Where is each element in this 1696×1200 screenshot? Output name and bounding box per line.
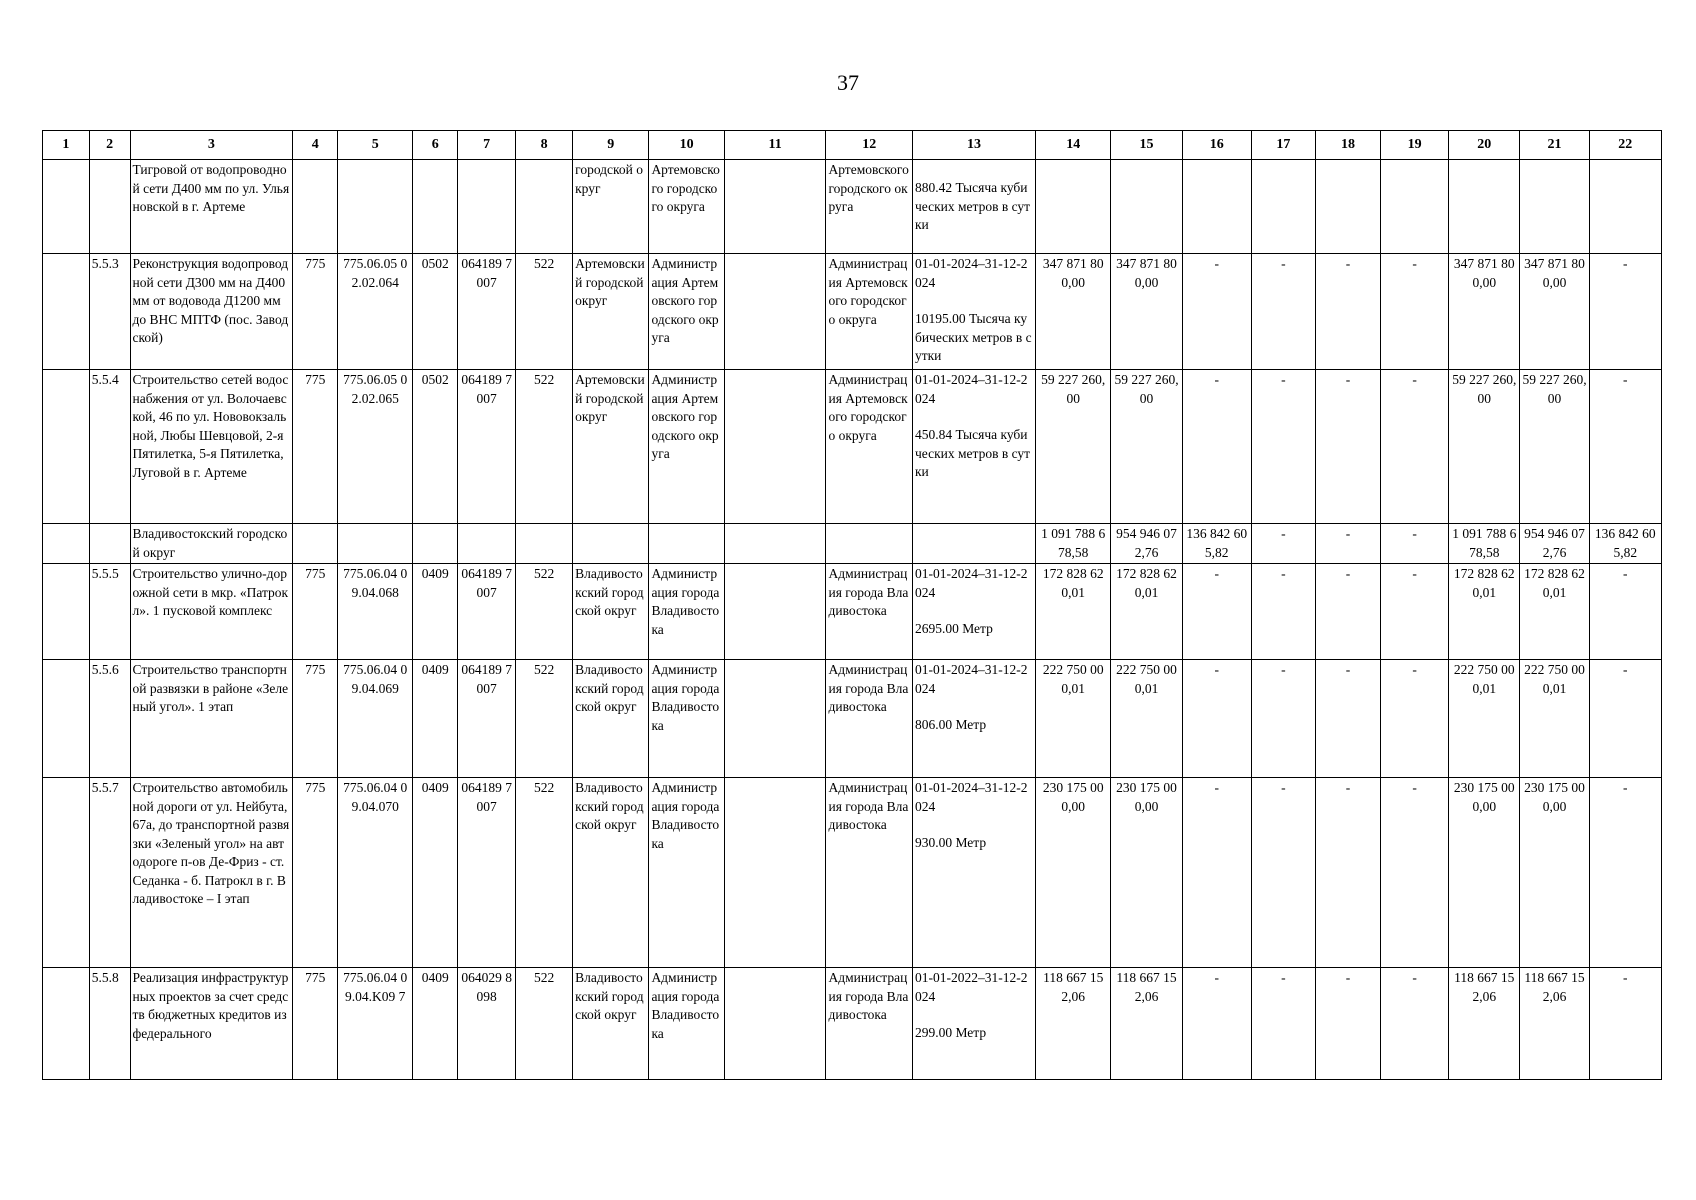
cell-customer: Администрация города Владивостока <box>649 968 724 1080</box>
period-text: 01-01-2022–31-12-2024 <box>914 970 1028 1004</box>
cell-col21 <box>1520 160 1589 254</box>
cell-col4 <box>293 160 338 254</box>
col-header: 10 <box>649 131 724 160</box>
spacer <box>915 816 1033 834</box>
cell-col14: 59 227 260,00 <box>1036 370 1111 524</box>
cell-col6: 0409 <box>413 778 458 968</box>
cell-col18: - <box>1315 370 1380 524</box>
cell-col18: - <box>1315 660 1380 778</box>
cell-developer: Администрация города Владивостока <box>826 564 912 660</box>
cell-col8: 522 <box>516 370 573 524</box>
col-header: 4 <box>293 131 338 160</box>
cell-col21: 118 667 152,06 <box>1520 968 1589 1080</box>
cell-col5: 775.06.04 09.04.069 <box>338 660 413 778</box>
cell-col14: 118 667 152,06 <box>1036 968 1111 1080</box>
cell-col6 <box>413 524 458 564</box>
cell-col20: 59 227 260,00 <box>1449 370 1520 524</box>
cell-col4: 775 <box>293 968 338 1080</box>
cell-col14: 1 091 788 678,58 <box>1036 524 1111 564</box>
spacer <box>915 408 1033 426</box>
cell-col6: 0409 <box>413 968 458 1080</box>
cell-col1 <box>43 968 90 1080</box>
cell-col7: 064189 7007 <box>458 660 516 778</box>
spacer <box>915 602 1033 620</box>
cell-object-name: Реализация инфраструктурных проектов за счет средств бюджетных кредитов из федерального <box>130 968 293 1080</box>
cell-col8: 522 <box>516 564 573 660</box>
cell-object-name: Строительство сетей водоснабжения от ул. Волочаевской, 46 по ул. Нововокзальной, Любы Шевцовой, 2-я Пятилетка, 5-я Пятилетка, Луговой в г. Артеме <box>130 370 293 524</box>
cell-col14: 222 750 000,01 <box>1036 660 1111 778</box>
cell-col6: 0409 <box>413 660 458 778</box>
cell-municipality: Владивостокский городской округ <box>573 660 649 778</box>
cell-col20: 172 828 620,01 <box>1449 564 1520 660</box>
cell-col14 <box>1036 160 1111 254</box>
cell-municipality: Артемовский городской округ <box>573 370 649 524</box>
cell-col16: - <box>1182 778 1251 968</box>
cell-col15: 59 227 260,00 <box>1111 370 1182 524</box>
spacer <box>915 1006 1033 1024</box>
period-text: 01-01-2024–31-12-2024 <box>914 566 1028 600</box>
cell-col6: 0502 <box>413 254 458 370</box>
table-row <box>43 370 1662 524</box>
cell-col6 <box>413 160 458 254</box>
cell-municipality: Владивостокский городской округ <box>573 778 649 968</box>
cell-period-capacity <box>912 524 1035 564</box>
cell-col1 <box>43 660 90 778</box>
cell-col8: 522 <box>516 968 573 1080</box>
cell-col21: 222 750 000,01 <box>1520 660 1589 778</box>
cell-developer: Администрация города Владивостока <box>826 778 912 968</box>
cell-object-name: Строительство транспортной развязки в районе «Зеленый угол». 1 этап <box>130 660 293 778</box>
cell-developer <box>826 524 912 564</box>
col-header: 12 <box>826 131 912 160</box>
col-header: 6 <box>413 131 458 160</box>
cell-col5 <box>338 524 413 564</box>
table-row <box>43 660 1662 778</box>
capacity-text: 806.00 Метр <box>914 717 987 732</box>
cell-object-name: Владивостокский городской округ <box>130 524 293 564</box>
cell-col21: 172 828 620,01 <box>1520 564 1589 660</box>
cell-col1 <box>43 524 90 564</box>
cell-col7: 064189 7007 <box>458 370 516 524</box>
cell-col8: 522 <box>516 660 573 778</box>
cell-col15: 347 871 800,00 <box>1111 254 1182 370</box>
col-header: 5 <box>338 131 413 160</box>
cell-col1 <box>43 564 90 660</box>
cell-period-capacity <box>912 968 1035 1080</box>
period-text: 01-01-2024–31-12-2024 <box>914 372 1028 406</box>
cell-col17 <box>1251 160 1315 254</box>
cell-col19 <box>1381 160 1449 254</box>
cell-col18: - <box>1315 968 1380 1080</box>
cell-object-name: Строительство автомобильной дороги от ул. Нейбута, 67а, до транспортной развязки «Зеленый угол» на автодороге п-ов Де-Фриз - ст. Седанка - б. Патрокл в г. Владивостоке – I этап <box>130 778 293 968</box>
col-header: 14 <box>1036 131 1111 160</box>
cell-col15 <box>1111 160 1182 254</box>
cell-customer: Администрация города Владивостока <box>649 660 724 778</box>
cell-col11 <box>724 564 826 660</box>
spacer <box>915 161 1033 179</box>
cell-col11 <box>724 524 826 564</box>
cell-item-number <box>89 160 130 254</box>
cell-col15: 954 946 072,76 <box>1111 524 1182 564</box>
col-header: 19 <box>1381 131 1449 160</box>
cell-col7: 064189 7007 <box>458 778 516 968</box>
cell-col11 <box>724 160 826 254</box>
cell-col16: 136 842 605,82 <box>1182 524 1251 564</box>
cell-col14: 172 828 620,01 <box>1036 564 1111 660</box>
cell-col22: 136 842 605,82 <box>1589 524 1661 564</box>
cell-item-number: 5.5.8 <box>89 968 130 1080</box>
period-text: 01-01-2024–31-12-2024 <box>914 256 1028 290</box>
col-header: 18 <box>1315 131 1380 160</box>
cell-col22: - <box>1589 254 1661 370</box>
cell-col5: 775.06.04 09.04.K09 7 <box>338 968 413 1080</box>
cell-developer: Администрация Артемовского городского округа <box>826 254 912 370</box>
period-text: 01-01-2024–31-12-2024 <box>914 662 1028 696</box>
cell-col1 <box>43 778 90 968</box>
table-row <box>43 160 1662 254</box>
cell-col5: 775.06.04 09.04.068 <box>338 564 413 660</box>
cell-col17: - <box>1251 564 1315 660</box>
cell-period-capacity <box>912 160 1035 254</box>
cell-col20 <box>1449 160 1520 254</box>
header-row <box>43 131 1662 160</box>
cell-col8 <box>516 160 573 254</box>
cell-period-capacity <box>912 254 1035 370</box>
cell-period-capacity <box>912 778 1035 968</box>
cell-col15: 118 667 152,06 <box>1111 968 1182 1080</box>
capacity-text: 2695.00 Метр <box>914 621 993 636</box>
cell-item-number: 5.5.6 <box>89 660 130 778</box>
cell-col16: - <box>1182 564 1251 660</box>
cell-col4: 775 <box>293 660 338 778</box>
cell-developer: Администрация города Владивостока <box>826 660 912 778</box>
page-number: 37 <box>837 70 859 95</box>
col-header: 16 <box>1182 131 1251 160</box>
capacity-text: 930.00 Метр <box>914 835 987 850</box>
table-row <box>43 524 1662 564</box>
cell-object-name: Реконструкция водопроводной сети Д300 мм на Д400 мм от водовода Д1200 мм до ВНС МПТФ (пос. Заводской) <box>130 254 293 370</box>
data-table <box>42 130 1662 1080</box>
cell-col17: - <box>1251 778 1315 968</box>
cell-col16: - <box>1182 254 1251 370</box>
cell-municipality: Владивостокский городской округ <box>573 968 649 1080</box>
cell-municipality: Владивостокский городской округ <box>573 564 649 660</box>
period-text: 01-01-2024–31-12-2024 <box>914 780 1028 814</box>
cell-period-capacity <box>912 564 1035 660</box>
cell-col20: 1 091 788 678,58 <box>1449 524 1520 564</box>
cell-col19: - <box>1381 778 1449 968</box>
cell-col7: 064189 7007 <box>458 254 516 370</box>
cell-item-number: 5.5.7 <box>89 778 130 968</box>
cell-col11 <box>724 968 826 1080</box>
cell-col4: 775 <box>293 370 338 524</box>
cell-item-number: 5.5.3 <box>89 254 130 370</box>
cell-col5: 775.06.05 02.02.065 <box>338 370 413 524</box>
cell-customer: Администрация города Владивостока <box>649 564 724 660</box>
col-header: 3 <box>130 131 293 160</box>
cell-col22 <box>1589 160 1661 254</box>
cell-col11 <box>724 660 826 778</box>
cell-col20: 118 667 152,06 <box>1449 968 1520 1080</box>
cell-col19: - <box>1381 564 1449 660</box>
cell-col7: 064029 8098 <box>458 968 516 1080</box>
col-header: 11 <box>724 131 826 160</box>
col-header: 2 <box>89 131 130 160</box>
cell-col5: 775.06.05 02.02.064 <box>338 254 413 370</box>
cell-object-name: Строительство улично-дорожной сети в мкр. «Патрокл». 1 пусковой комплекс <box>130 564 293 660</box>
cell-col17: - <box>1251 524 1315 564</box>
cell-col8: 522 <box>516 778 573 968</box>
cell-col18: - <box>1315 778 1380 968</box>
col-header: 1 <box>43 131 90 160</box>
cell-col15: 222 750 000,01 <box>1111 660 1182 778</box>
cell-col14: 347 871 800,00 <box>1036 254 1111 370</box>
cell-item-number <box>89 524 130 564</box>
table-row <box>43 564 1662 660</box>
cell-col17: - <box>1251 254 1315 370</box>
cell-col1 <box>43 254 90 370</box>
cell-col20: 347 871 800,00 <box>1449 254 1520 370</box>
cell-col20: 230 175 000,00 <box>1449 778 1520 968</box>
cell-municipality: городской округ <box>573 160 649 254</box>
cell-col11 <box>724 778 826 968</box>
cell-customer <box>649 524 724 564</box>
cell-customer: Администрация города Владивостока <box>649 778 724 968</box>
cell-col18: - <box>1315 254 1380 370</box>
cell-col8: 522 <box>516 254 573 370</box>
cell-col22: - <box>1589 370 1661 524</box>
table-row <box>43 968 1662 1080</box>
cell-col8 <box>516 524 573 564</box>
cell-col21: 230 175 000,00 <box>1520 778 1589 968</box>
capacity-text: 880.42 Тысяча кубических метров в сутки <box>914 180 1031 232</box>
cell-col4: 775 <box>293 778 338 968</box>
cell-col16: - <box>1182 370 1251 524</box>
table-row <box>43 254 1662 370</box>
capacity-text: 299.00 Метр <box>914 1025 987 1040</box>
cell-municipality <box>573 524 649 564</box>
cell-col16: - <box>1182 660 1251 778</box>
cell-col21: 59 227 260,00 <box>1520 370 1589 524</box>
col-header: 15 <box>1111 131 1182 160</box>
col-header: 9 <box>573 131 649 160</box>
cell-col22: - <box>1589 564 1661 660</box>
cell-col6: 0409 <box>413 564 458 660</box>
cell-col22: - <box>1589 778 1661 968</box>
cell-customer: Администрация Артемовского городского округа <box>649 254 724 370</box>
cell-col19: - <box>1381 370 1449 524</box>
cell-col6: 0502 <box>413 370 458 524</box>
cell-developer: Артемовского городского округа <box>826 160 912 254</box>
cell-col7: 064189 7007 <box>458 564 516 660</box>
cell-developer: Администрация города Владивостока <box>826 968 912 1080</box>
cell-col4 <box>293 524 338 564</box>
cell-col16 <box>1182 160 1251 254</box>
col-header: 17 <box>1251 131 1315 160</box>
col-header: 21 <box>1520 131 1589 160</box>
table-row <box>43 778 1662 968</box>
cell-item-number: 5.5.4 <box>89 370 130 524</box>
cell-col19: - <box>1381 968 1449 1080</box>
capacity-text: 450.84 Тысяча кубических метров в сутки <box>914 427 1031 479</box>
cell-col11 <box>724 254 826 370</box>
cell-object-name: Тигровой от водопроводной сети Д400 мм по ул. Ульяновской в г. Артеме <box>130 160 293 254</box>
cell-item-number: 5.5.5 <box>89 564 130 660</box>
cell-col17: - <box>1251 660 1315 778</box>
cell-col1 <box>43 370 90 524</box>
cell-col11 <box>724 370 826 524</box>
cell-col16: - <box>1182 968 1251 1080</box>
cell-municipality: Артемовский городской округ <box>573 254 649 370</box>
cell-col22: - <box>1589 660 1661 778</box>
cell-col20: 222 750 000,01 <box>1449 660 1520 778</box>
capacity-text: 10195.00 Тысяча кубических метров в сутки <box>914 311 1032 363</box>
cell-developer: Администрация Артемовского городского округа <box>826 370 912 524</box>
cell-col22: - <box>1589 968 1661 1080</box>
cell-col15: 230 175 000,00 <box>1111 778 1182 968</box>
cell-customer: Артемовского городского округа <box>649 160 724 254</box>
cell-col19: - <box>1381 524 1449 564</box>
cell-col7 <box>458 160 516 254</box>
cell-col19: - <box>1381 254 1449 370</box>
col-header: 20 <box>1449 131 1520 160</box>
col-header: 22 <box>1589 131 1661 160</box>
cell-period-capacity <box>912 370 1035 524</box>
cell-col5 <box>338 160 413 254</box>
cell-col15: 172 828 620,01 <box>1111 564 1182 660</box>
cell-col18: - <box>1315 524 1380 564</box>
cell-col5: 775.06.04 09.04.070 <box>338 778 413 968</box>
cell-col17: - <box>1251 370 1315 524</box>
cell-col4: 775 <box>293 564 338 660</box>
col-header: 8 <box>516 131 573 160</box>
col-header: 7 <box>458 131 516 160</box>
spacer <box>915 292 1033 310</box>
cell-col18: - <box>1315 564 1380 660</box>
cell-col7 <box>458 524 516 564</box>
cell-col18 <box>1315 160 1380 254</box>
cell-col4: 775 <box>293 254 338 370</box>
cell-period-capacity <box>912 660 1035 778</box>
cell-col21: 954 946 072,76 <box>1520 524 1589 564</box>
spacer <box>915 698 1033 716</box>
cell-col1 <box>43 160 90 254</box>
col-header: 13 <box>912 131 1035 160</box>
cell-col14: 230 175 000,00 <box>1036 778 1111 968</box>
cell-col19: - <box>1381 660 1449 778</box>
cell-col17: - <box>1251 968 1315 1080</box>
cell-customer: Администрация Артемовского городского округа <box>649 370 724 524</box>
cell-col21: 347 871 800,00 <box>1520 254 1589 370</box>
